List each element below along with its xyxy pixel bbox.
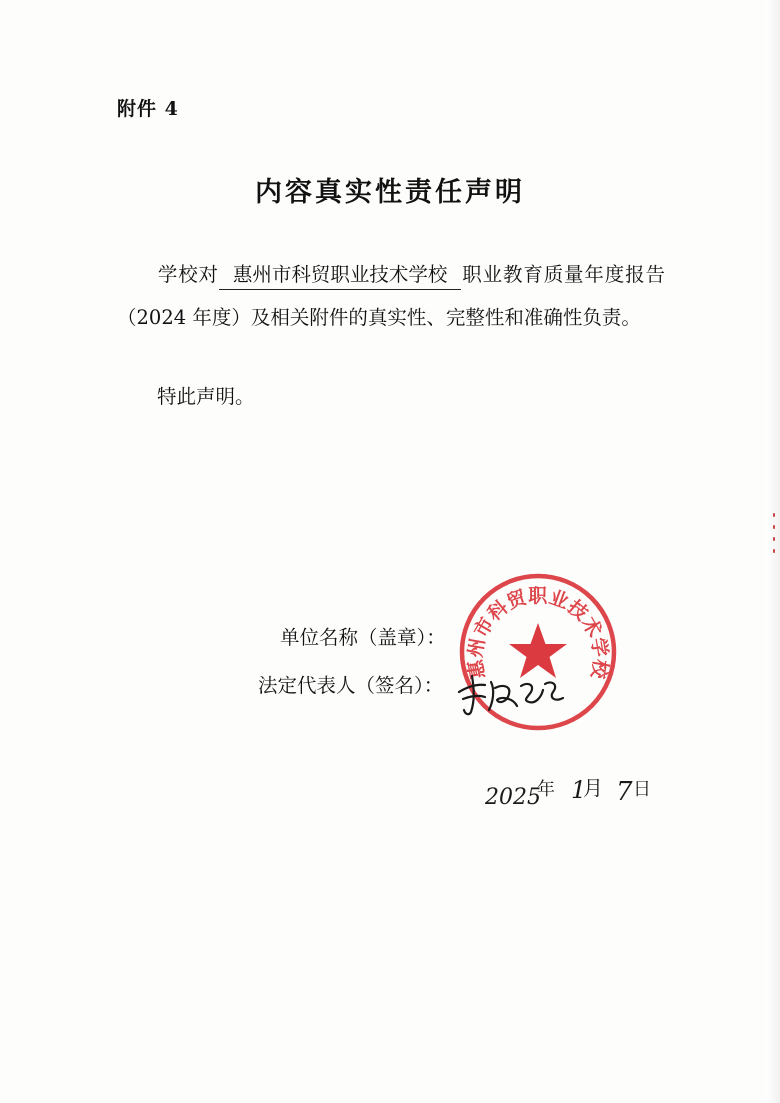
statement-paragraph (117, 253, 665, 339)
page-title: 内容真实性责任声明 (255, 177, 525, 208)
page-edge-shadow (766, 0, 780, 1103)
attachment-label: 附件 4 (117, 98, 179, 120)
date-month-unit: 月 (583, 776, 603, 800)
unit-name-label: 单位名称（盖章）： (280, 626, 446, 649)
statement-body: 职业教育质量年度报告（2024 年度）及相关附件的真实性、完整性和准确性负责。 (117, 263, 665, 329)
date-year: 2025 (485, 785, 541, 810)
date-year-unit: 年 (537, 779, 555, 800)
legal-rep-label: 法定代表人（签名）： (258, 674, 444, 697)
school-name-underlined: 惠州市科贸职业技术学校 (219, 261, 462, 290)
closing-line: 特此声明。 (157, 385, 255, 408)
date-day-unit: 日 (633, 779, 651, 800)
date-day: 7 (616, 777, 633, 807)
handwritten-signature (455, 668, 575, 718)
scan-edge-marks (772, 505, 776, 585)
statement-prefix: 学校对 (157, 263, 219, 286)
handwritten-date (485, 768, 685, 818)
date-month: 1 (571, 776, 587, 804)
seal-text: 惠州市科贸职业技术学校 (464, 585, 612, 681)
